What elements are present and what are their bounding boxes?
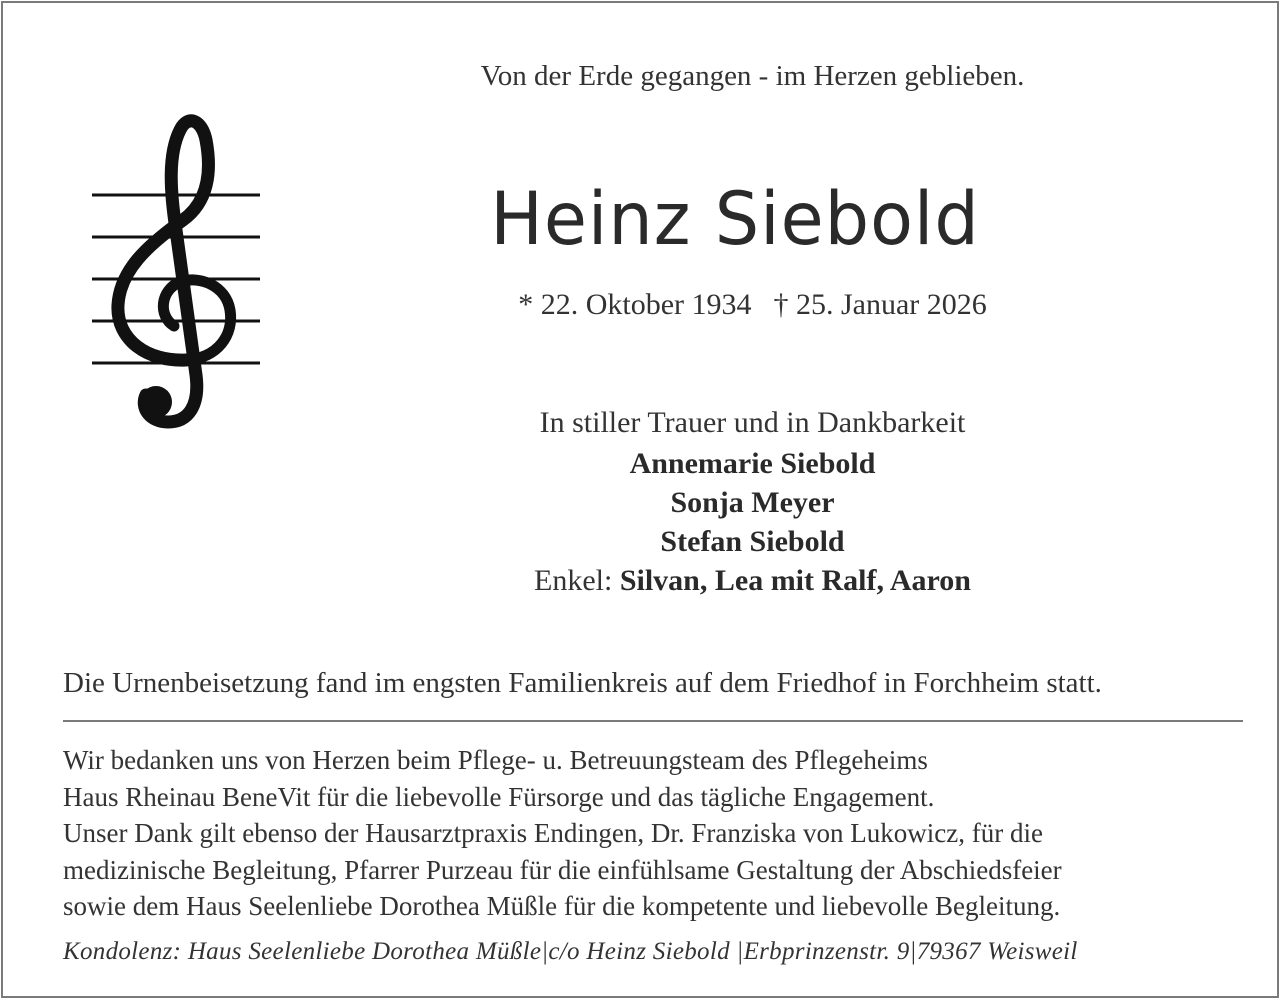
divider	[63, 720, 1243, 722]
mourner-name: Sonja Meyer	[670, 486, 835, 519]
mourning-intro: In stiller Trauer und in Dankbarkeit	[539, 406, 966, 439]
motto: Von der Erde gegangen - im Herzen geblieben.	[480, 60, 1025, 92]
mourner-name: Annemarie Siebold	[629, 447, 876, 480]
condolence-address: Kondolenz: Haus Seelenliebe Dorothea Müßle|c/o Heinz Siebold |Erbprinzenstr. 9|79367 Weisweil	[63, 938, 1078, 965]
thanks-line: medizinische Begleitung, Pfarrer Purzeau für die einfühlsame Gestaltung der Abschiedsfeier	[63, 854, 1062, 885]
birth-date: * 22. Oktober 1934	[518, 288, 752, 321]
thanks-line: Wir bedanken uns von Herzen beim Pflege- u. Betreuungsteam des Pflegeheims	[63, 745, 928, 775]
thanks-line: sowie dem Haus Seelenliebe Dorothea Müßle für die kompetente und liebevolle Begleitung.	[63, 891, 1061, 921]
life-dates	[380, 288, 1125, 322]
grandchildren-line	[380, 561, 1125, 600]
grandchildren-names: Silvan, Lea mit Ralf, Aaron	[619, 564, 971, 597]
grandchildren-label: Enkel:	[534, 564, 613, 597]
burial-note: Die Urnenbeisetzung fand im engsten Familienkreis auf dem Friedhof in Forchheim statt.	[63, 667, 1102, 699]
treble-clef-icon	[88, 110, 264, 430]
thanks-line: Unser Dank gilt ebenso der Hausarztpraxis Endingen, Dr. Franziska von Lukowicz, für die	[63, 818, 1043, 848]
mourner-name: Stefan Siebold	[660, 525, 845, 558]
thanks-line: Haus Rheinau BeneVit für die liebevolle Fürsorge und das tägliche Engagement.	[63, 781, 935, 812]
thanks-paragraph	[63, 742, 1253, 925]
deceased-name: Heinz Siebold	[490, 175, 980, 263]
death-date: † 25. Januar 2026	[773, 288, 987, 321]
mourning-block	[380, 403, 1125, 600]
